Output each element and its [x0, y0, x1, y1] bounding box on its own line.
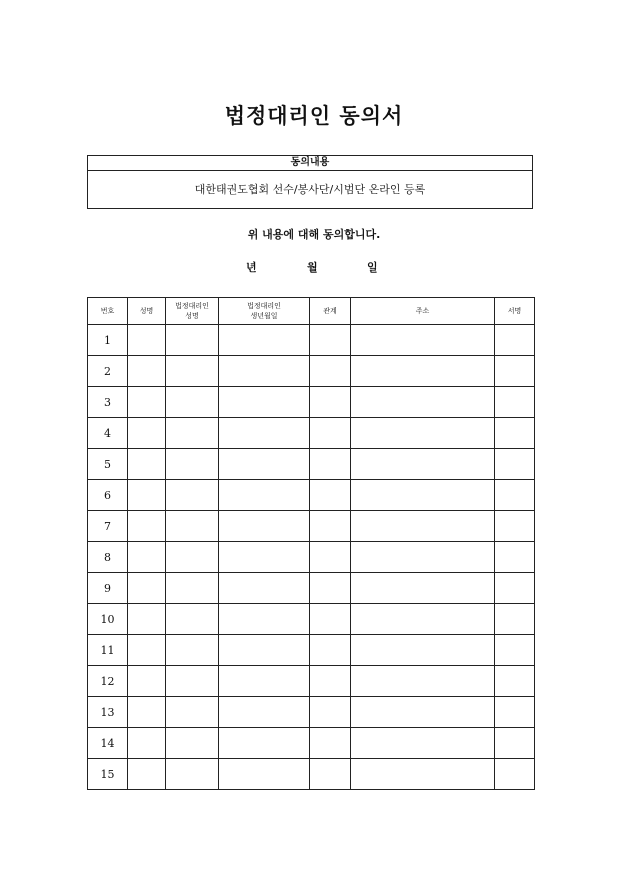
agreement-statement: 위 내용에 대해 동의합니다. — [247, 228, 381, 241]
table-row — [88, 387, 535, 418]
name-cell — [128, 635, 166, 666]
header-name: 성명 — [128, 298, 166, 325]
address-cell — [351, 573, 495, 604]
guardian-birth-cell — [219, 325, 310, 356]
relation-cell — [310, 325, 351, 356]
relation-cell — [310, 480, 351, 511]
date-year-label: 년 — [246, 261, 257, 274]
guardian-birth-cell — [219, 604, 310, 635]
relation-cell — [310, 573, 351, 604]
signature-cell — [495, 480, 535, 511]
row-number: 1 — [88, 325, 128, 356]
signature-cell — [495, 449, 535, 480]
signature-cell — [495, 511, 535, 542]
guardian-name-cell — [166, 728, 219, 759]
address-cell — [351, 449, 495, 480]
address-cell — [351, 387, 495, 418]
guardian-birth-cell — [219, 511, 310, 542]
address-cell — [351, 604, 495, 635]
address-cell — [351, 418, 495, 449]
signature-cell — [495, 418, 535, 449]
header-guardian-name-line2: 성명 — [185, 312, 199, 320]
header-guardian-birth — [219, 298, 310, 325]
guardian-name-cell — [166, 697, 219, 728]
header-signature: 서명 — [495, 298, 535, 325]
name-cell — [128, 697, 166, 728]
guardian-birth-cell — [219, 542, 310, 573]
guardian-birth-cell — [219, 573, 310, 604]
relation-cell — [310, 635, 351, 666]
guardian-name-cell — [166, 387, 219, 418]
header-guardian-name — [166, 298, 219, 325]
guardian-name-cell — [166, 356, 219, 387]
signature-cell — [495, 573, 535, 604]
address-cell — [351, 697, 495, 728]
guardian-birth-cell — [219, 480, 310, 511]
name-cell — [128, 449, 166, 480]
row-number: 4 — [88, 418, 128, 449]
header-guardian-birth-line1: 법정대리인 — [247, 302, 281, 310]
guardian-birth-cell — [219, 759, 310, 790]
guardian-birth-cell — [219, 635, 310, 666]
relation-cell — [310, 387, 351, 418]
header-address: 주소 — [351, 298, 495, 325]
relation-cell — [310, 356, 351, 387]
guardian-name-cell — [166, 604, 219, 635]
table-row — [88, 356, 535, 387]
row-number: 13 — [88, 697, 128, 728]
header-relation: 관계 — [310, 298, 351, 325]
guardian-birth-cell — [219, 728, 310, 759]
row-number: 7 — [88, 511, 128, 542]
table-row — [88, 325, 535, 356]
row-number: 2 — [88, 356, 128, 387]
row-number: 14 — [88, 728, 128, 759]
guardian-name-cell — [166, 511, 219, 542]
signers-table — [87, 297, 535, 790]
guardian-birth-cell — [219, 418, 310, 449]
row-number: 6 — [88, 480, 128, 511]
row-number: 15 — [88, 759, 128, 790]
guardian-birth-cell — [219, 387, 310, 418]
header-guardian-name-line1: 법정대리인 — [175, 302, 209, 310]
signature-cell — [495, 325, 535, 356]
signature-cell — [495, 666, 535, 697]
guardian-name-cell — [166, 325, 219, 356]
table-row — [88, 480, 535, 511]
guardian-name-cell — [166, 666, 219, 697]
table-row — [88, 728, 535, 759]
consent-content: 대한태권도협회 선수/봉사단/시범단 온라인 등록 — [194, 183, 426, 196]
relation-cell — [310, 697, 351, 728]
address-cell — [351, 759, 495, 790]
relation-cell — [310, 728, 351, 759]
name-cell — [128, 387, 166, 418]
table-row — [88, 511, 535, 542]
table-row — [88, 697, 535, 728]
signature-cell — [495, 697, 535, 728]
table-row — [88, 573, 535, 604]
row-number: 11 — [88, 635, 128, 666]
name-cell — [128, 728, 166, 759]
signature-cell — [495, 604, 535, 635]
guardian-name-cell — [166, 418, 219, 449]
guardian-name-cell — [166, 635, 219, 666]
signature-cell — [495, 542, 535, 573]
table-row — [88, 666, 535, 697]
table-row — [88, 418, 535, 449]
relation-cell — [310, 666, 351, 697]
row-number: 8 — [88, 542, 128, 573]
date-day-label: 일 — [367, 261, 378, 274]
address-cell — [351, 635, 495, 666]
signature-cell — [495, 356, 535, 387]
address-cell — [351, 511, 495, 542]
signature-cell — [495, 728, 535, 759]
row-number: 10 — [88, 604, 128, 635]
address-cell — [351, 356, 495, 387]
table-row — [88, 759, 535, 790]
signature-cell — [495, 759, 535, 790]
table-header-row — [88, 298, 535, 325]
relation-cell — [310, 759, 351, 790]
row-number: 3 — [88, 387, 128, 418]
relation-cell — [310, 604, 351, 635]
guardian-name-cell — [166, 480, 219, 511]
address-cell — [351, 728, 495, 759]
name-cell — [128, 356, 166, 387]
address-cell — [351, 325, 495, 356]
signature-cell — [495, 635, 535, 666]
row-number: 12 — [88, 666, 128, 697]
name-cell — [128, 542, 166, 573]
relation-cell — [310, 511, 351, 542]
row-number: 9 — [88, 573, 128, 604]
table-row — [88, 635, 535, 666]
signature-cell — [495, 387, 535, 418]
guardian-name-cell — [166, 573, 219, 604]
relation-cell — [310, 449, 351, 480]
address-cell — [351, 542, 495, 573]
name-cell — [128, 666, 166, 697]
address-cell — [351, 666, 495, 697]
relation-cell — [310, 418, 351, 449]
relation-cell — [310, 542, 351, 573]
consent-box — [87, 155, 533, 209]
guardian-birth-cell — [219, 449, 310, 480]
guardian-birth-cell — [219, 666, 310, 697]
name-cell — [128, 604, 166, 635]
name-cell — [128, 418, 166, 449]
table-row — [88, 604, 535, 635]
page-title: 법정대리인 동의서 — [224, 104, 404, 128]
guardian-birth-cell — [219, 697, 310, 728]
name-cell — [128, 325, 166, 356]
signers-table-body — [88, 325, 535, 790]
header-number: 번호 — [88, 298, 128, 325]
name-cell — [128, 480, 166, 511]
header-guardian-birth-line2: 생년월일 — [250, 312, 278, 320]
guardian-name-cell — [166, 449, 219, 480]
guardian-birth-cell — [219, 356, 310, 387]
name-cell — [128, 573, 166, 604]
table-row — [88, 542, 535, 573]
consent-header: 동의내용 — [88, 156, 532, 171]
address-cell — [351, 480, 495, 511]
name-cell — [128, 759, 166, 790]
table-row — [88, 449, 535, 480]
date-month-label: 월 — [307, 261, 318, 274]
guardian-name-cell — [166, 759, 219, 790]
guardian-name-cell — [166, 542, 219, 573]
row-number: 5 — [88, 449, 128, 480]
name-cell — [128, 511, 166, 542]
